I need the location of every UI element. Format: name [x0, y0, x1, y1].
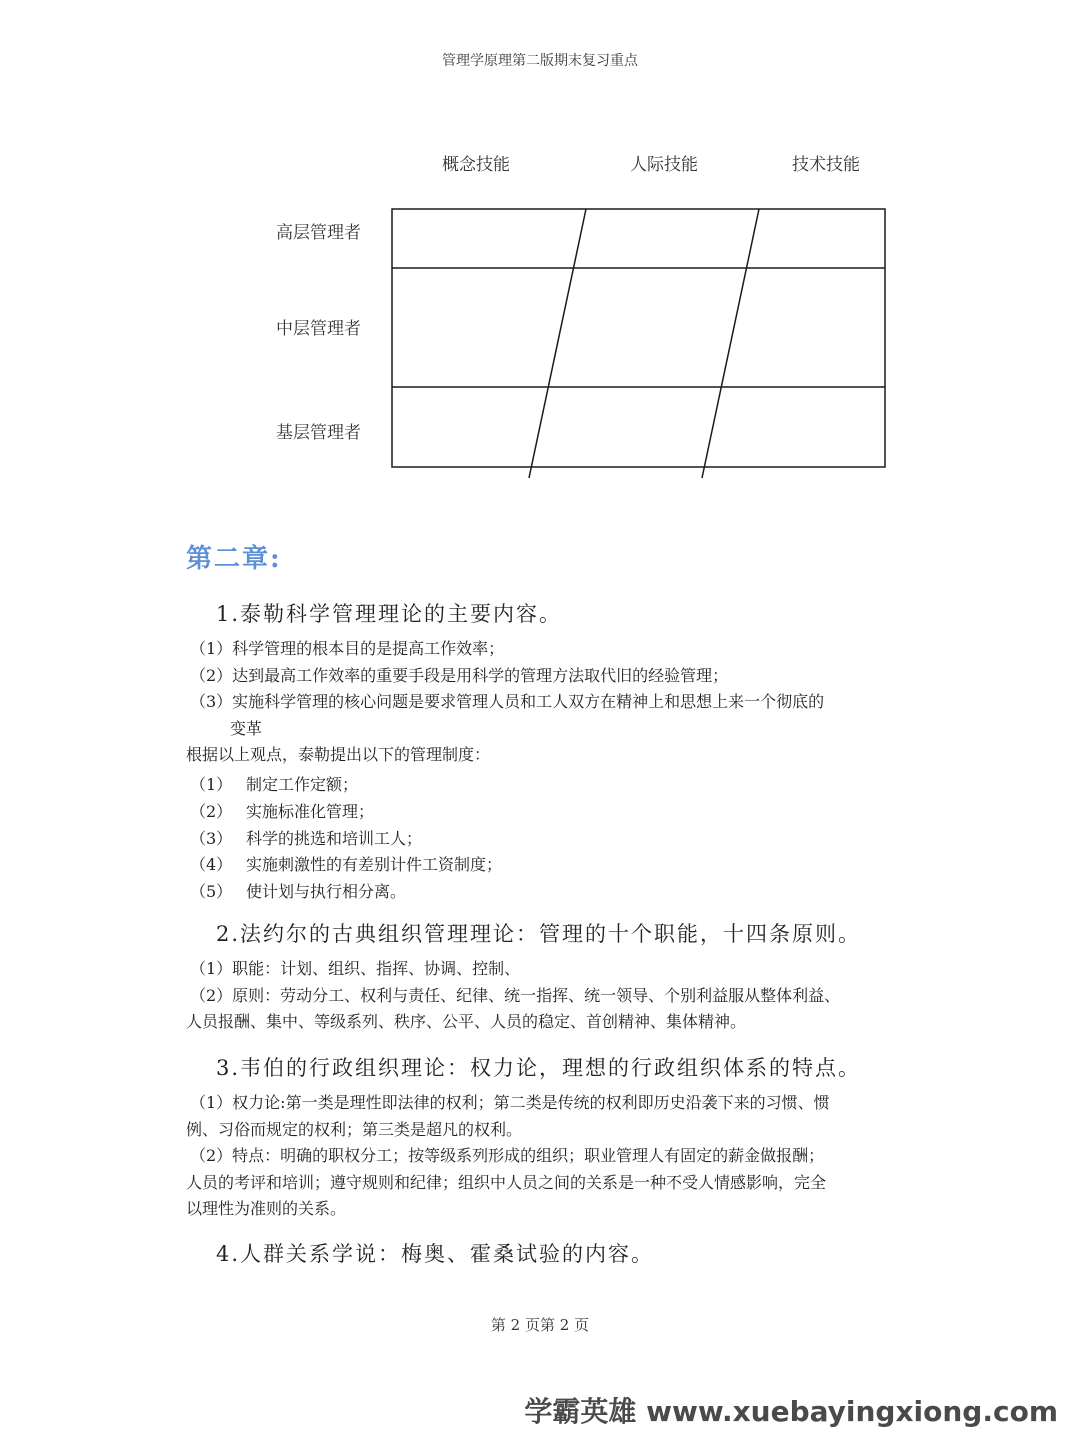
skills-diagram	[0, 0, 1080, 500]
column-label-technical: 技术技能	[792, 155, 860, 175]
section-1-point-1: （1）科学管理的根本目的是提高工作效率；	[190, 639, 505, 658]
section-1-point-3: （3）实施科学管理的核心问题是要求管理人员和工人双方在精神上和思想上来一个彻底的	[190, 692, 825, 711]
list-item-number: （1）	[190, 775, 233, 794]
list-item-number: （2）	[190, 802, 233, 821]
section-2-body	[186, 956, 840, 1036]
page-header-title: 管理学原理第二版期末复习重点	[442, 53, 638, 69]
section-1-point-3-cont: 变革	[230, 718, 263, 738]
section-1-intro: 根据以上观点，泰勒提出以下的管理制度：	[186, 745, 491, 764]
column-label-conceptual: 概念技能	[442, 155, 510, 175]
row-label-base: 基层管理者	[276, 423, 361, 443]
section-2-title: 2.法约尔的古典组织管理理论：管理的十个职能，十四条原则。	[216, 922, 862, 946]
list-item	[190, 799, 374, 822]
list-item	[190, 826, 422, 849]
list-item-text: 实施标准化管理；	[246, 802, 375, 821]
list-item-text: 制定工作定额；	[246, 775, 359, 794]
skills-grid-frame	[392, 209, 885, 467]
list-item-number: （4）	[190, 855, 233, 874]
chapter-title: 第二章:	[186, 544, 282, 574]
list-item-text: 科学的挑选和培训工人；	[246, 829, 423, 848]
section-2-line-2: （2）原则：劳动分工、权利与责任、纪律、统一指挥、统一领导、个别利益服从整体利益、	[190, 985, 841, 1005]
list-item-text: 使计划与执行相分离。	[246, 882, 407, 901]
row-label-top: 高层管理者	[276, 223, 361, 243]
skill-divider-2	[702, 209, 759, 478]
column-label-interpersonal: 人际技能	[630, 155, 698, 175]
list-item	[190, 879, 406, 902]
section-2-line-3: 人员报酬、集中、等级系列、秩序、公平、人员的稳定、首创精神、集体精神。	[186, 1012, 747, 1031]
list-item	[190, 852, 502, 875]
section-3-body	[186, 1090, 830, 1223]
page-footer: 第 2 页第 2 页	[490, 1316, 590, 1334]
row-label-middle: 中层管理者	[276, 319, 361, 339]
section-3-line-4: 人员的考评和培训；遵守规则和纪律；组织中人员之间的关系是一种不受人情感影响，完全	[186, 1172, 827, 1192]
list-item-number: （5）	[190, 882, 233, 901]
watermark: 学霸英雄 www.xuebayingxiong.com	[524, 1395, 1058, 1428]
list-item-number: （3）	[190, 829, 233, 848]
list-item-text: 实施刺激性的有差别计件工资制度；	[246, 855, 503, 874]
section-2-line-1: （1）职能：计划、组织、指挥、协调、控制、	[190, 959, 521, 978]
section-4-title: 4.人群关系学说：梅奥、霍桑试验的内容。	[216, 1242, 655, 1266]
section-3-line-2: 例、习俗而规定的权利；第三类是超凡的权利。	[186, 1119, 523, 1139]
section-1-title: 1.泰勒科学管理理论的主要内容。	[216, 602, 563, 626]
skills-grid	[0, 0, 1080, 500]
section-1-point-2: （2）达到最高工作效率的重要手段是用科学的管理方法取代旧的经验管理；	[190, 665, 729, 685]
section-1-points	[190, 636, 824, 742]
section-3-line-1: （1）权力论:第一类是理性即法律的权利；第二类是传统的权利即历史沿袭下来的习惯、惯	[190, 1093, 830, 1112]
skill-divider-1	[529, 209, 586, 478]
list-item	[190, 772, 358, 795]
section-3-line-3: （2）特点：明确的职权分工；按等级系列形成的组织；职业管理人有固定的薪金做报酬；	[190, 1146, 825, 1165]
section-3-title: 3.韦伯的行政组织理论：权力论，理想的行政组织体系的特点。	[216, 1056, 862, 1080]
section-3-line-5: 以理性为准则的关系。	[186, 1199, 347, 1218]
